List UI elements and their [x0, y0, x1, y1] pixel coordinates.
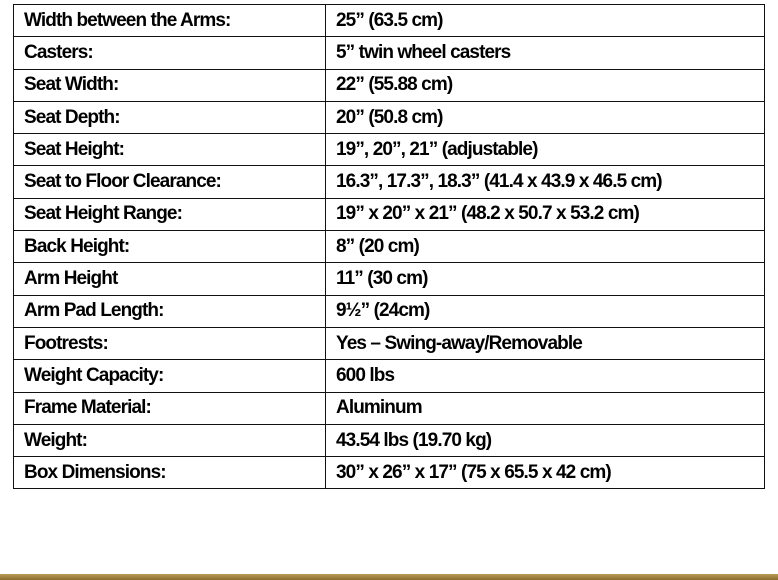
spec-value: 9½” (24cm) [326, 295, 765, 327]
spec-label: Width between the Arms: [14, 5, 326, 37]
spec-label: Seat to Floor Clearance: [14, 166, 326, 198]
spec-label: Frame Material: [14, 392, 326, 424]
specifications-table [13, 4, 765, 489]
spec-label: Seat Depth: [14, 101, 326, 133]
table-row [14, 198, 765, 230]
spec-label: Casters: [14, 37, 326, 69]
spec-value: 20” (50.8 cm) [326, 101, 765, 133]
spec-label: Arm Pad Length: [14, 295, 326, 327]
table-row [14, 37, 765, 69]
spec-label: Arm Height [14, 263, 326, 295]
spec-label: Seat Height: [14, 134, 326, 166]
spec-label: Back Height: [14, 231, 326, 263]
spec-value: 19” x 20” x 21” (48.2 x 50.7 x 53.2 cm) [326, 198, 765, 230]
table-row [14, 263, 765, 295]
spec-value: 16.3”, 17.3”, 18.3” (41.4 x 43.9 x 46.5 cm) [326, 166, 765, 198]
table-row [14, 327, 765, 359]
spec-value: 8” (20 cm) [326, 231, 765, 263]
spec-value: 11” (30 cm) [326, 263, 765, 295]
spec-value: 600 lbs [326, 360, 765, 392]
spec-value: 30” x 26” x 17” (75 x 65.5 x 42 cm) [326, 457, 765, 489]
spec-value: 43.54 lbs (19.70 kg) [326, 424, 765, 456]
spec-label: Footrests: [14, 327, 326, 359]
spec-value: 25” (63.5 cm) [326, 5, 765, 37]
table-row [14, 69, 765, 101]
spec-label: Seat Height Range: [14, 198, 326, 230]
spec-value: Yes – Swing-away/Removable [326, 327, 765, 359]
spec-value: 5” twin wheel casters [326, 37, 765, 69]
table-row [14, 457, 765, 489]
table-row [14, 134, 765, 166]
spec-label: Weight Capacity: [14, 360, 326, 392]
table-row [14, 231, 765, 263]
spec-label: Seat Width: [14, 69, 326, 101]
table-row [14, 5, 765, 37]
spec-label: Weight: [14, 424, 326, 456]
spec-label: Box Dimensions: [14, 457, 326, 489]
spec-value: 19”, 20”, 21” (adjustable) [326, 134, 765, 166]
table-row [14, 166, 765, 198]
table-row [14, 360, 765, 392]
table-row [14, 392, 765, 424]
spec-value: Aluminum [326, 392, 765, 424]
table-row [14, 424, 765, 456]
table-row [14, 295, 765, 327]
bottom-accent-bar [0, 574, 778, 580]
spec-value: 22” (55.88 cm) [326, 69, 765, 101]
table-row [14, 101, 765, 133]
